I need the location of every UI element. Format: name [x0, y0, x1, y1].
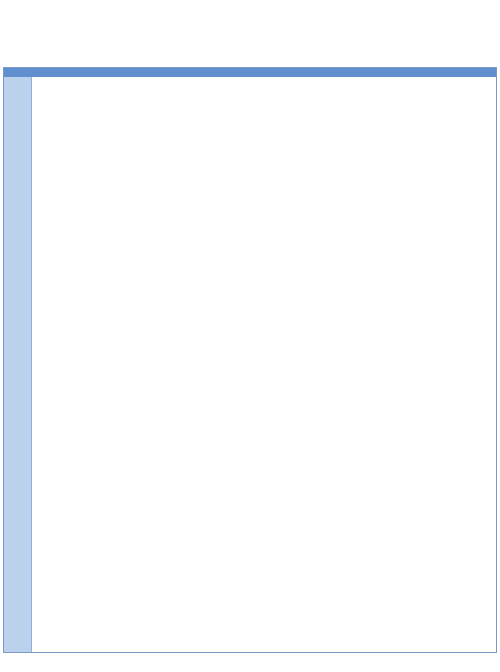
table-header — [4, 68, 496, 77]
zone-label-main — [4, 268, 32, 328]
zone-label-fenyang — [4, 556, 32, 626]
plan-table — [3, 67, 497, 653]
page-title — [0, 6, 500, 44]
